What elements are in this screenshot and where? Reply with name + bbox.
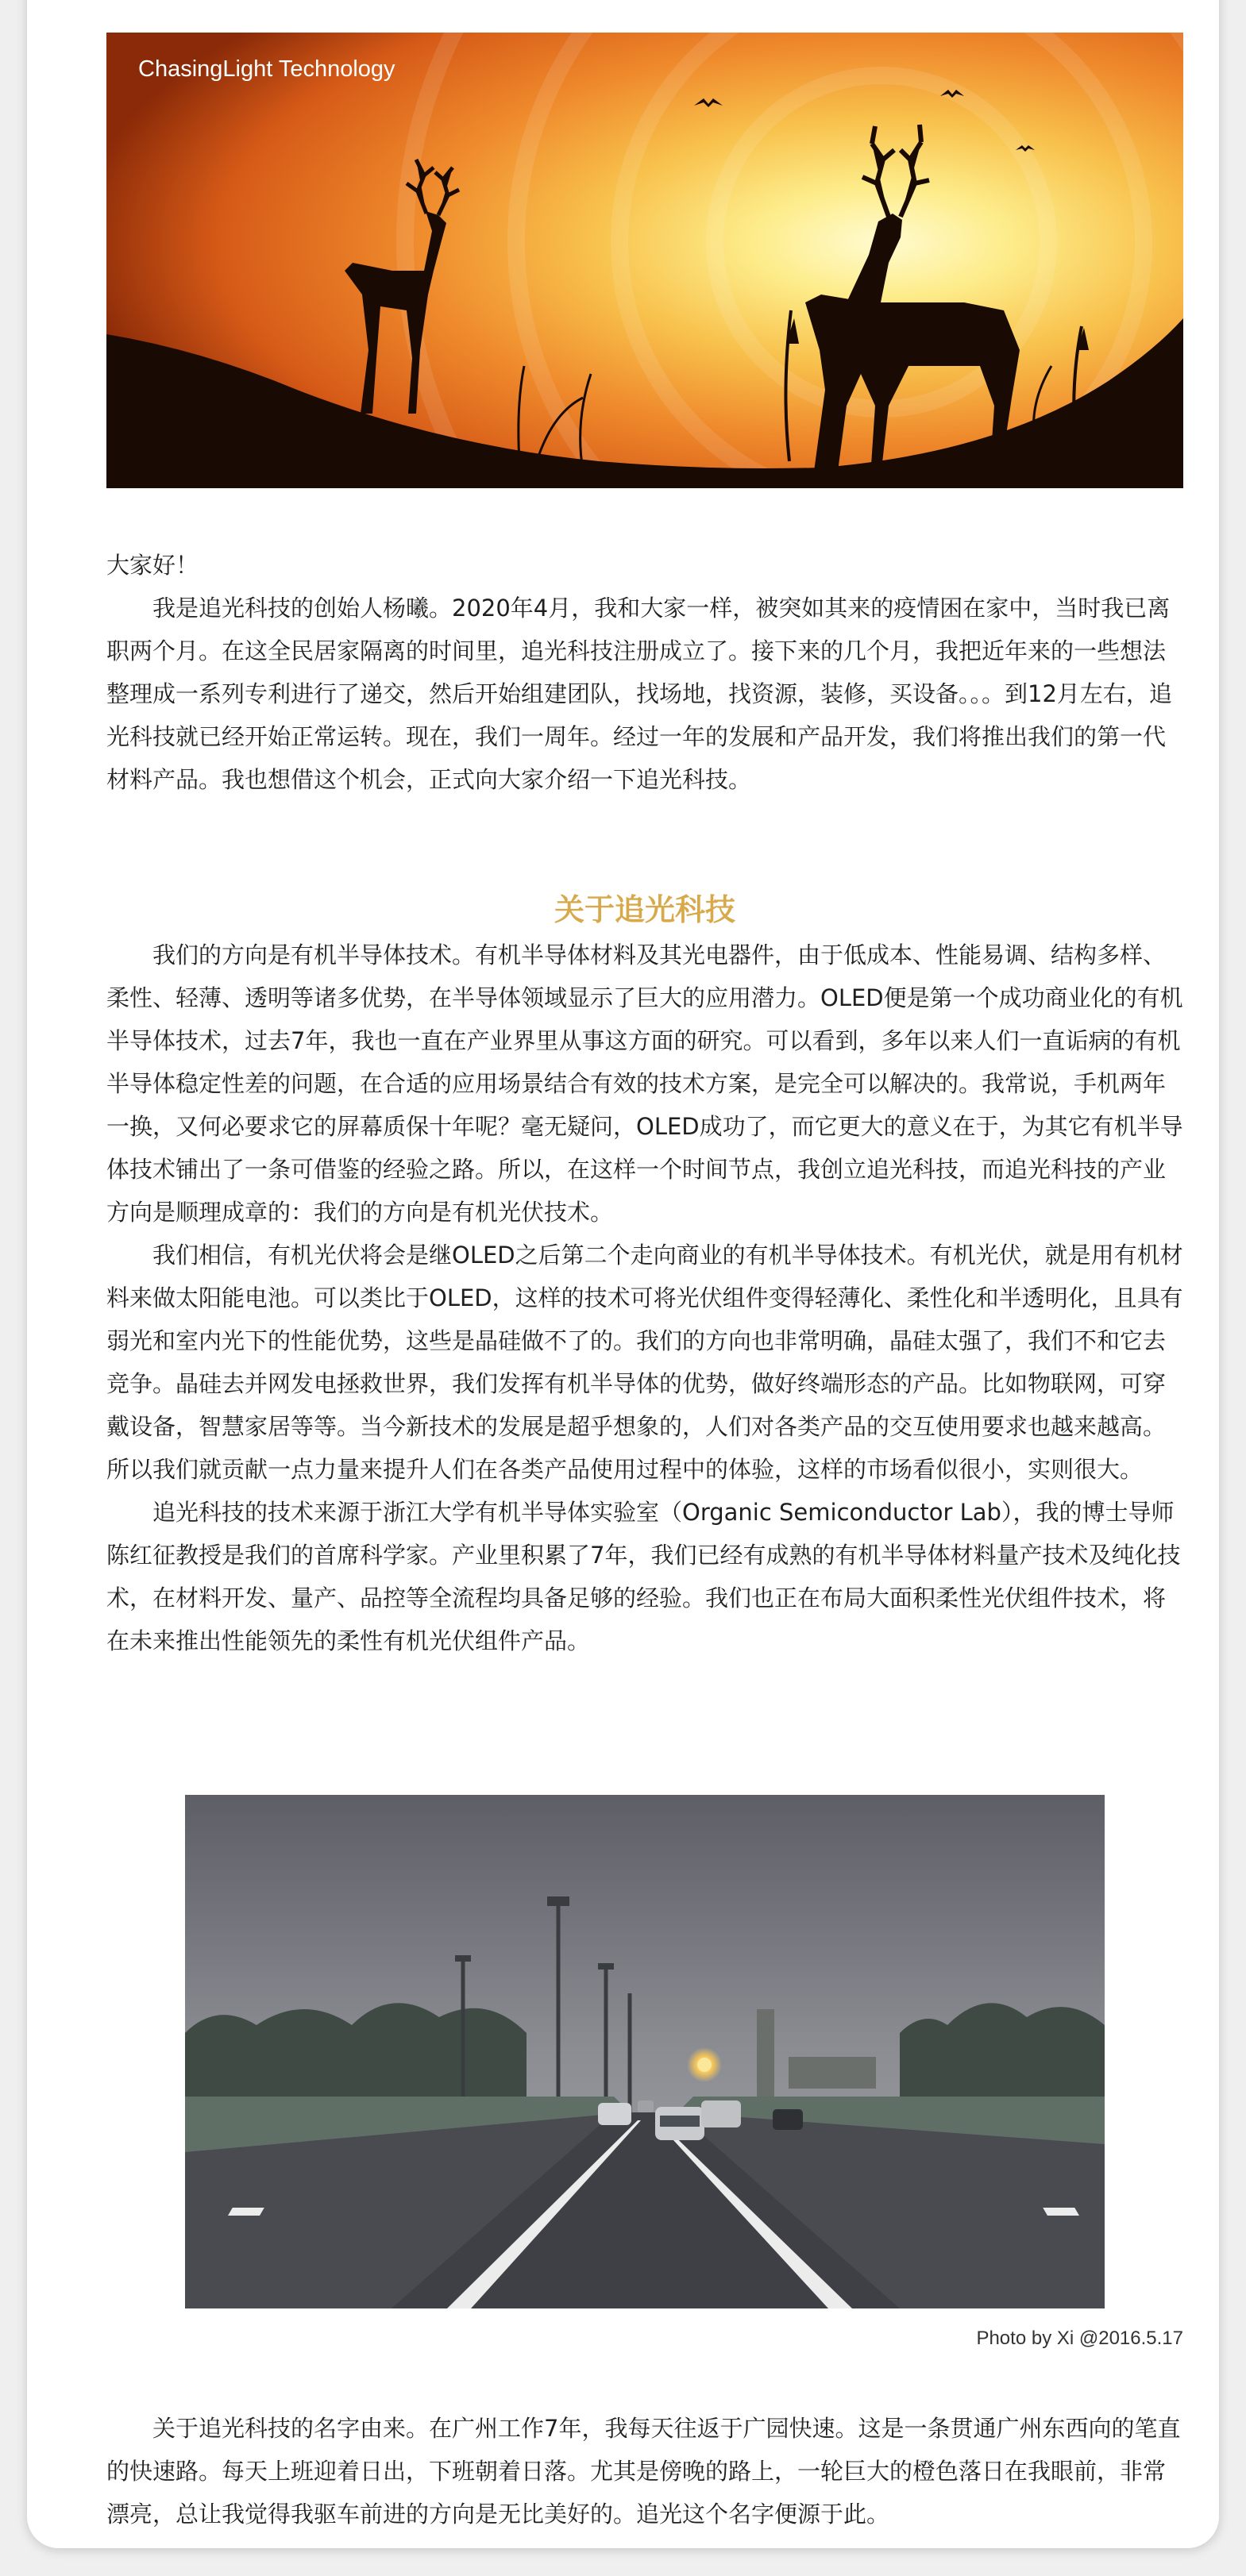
hero-banner	[106, 33, 1183, 488]
about-paragraph-2: 我们相信，有机光伏将会是继OLED之后第二个走向商业的有机半导体技术。有机光伏，就是用有机材料来做太阳能电池。可以类比于OLED，这样的技术可将光伏组件变得轻薄化、柔性化和半透明化，且具有弱光和室内光下的性能优势，这些是晶硅做不了的。我们的方向也非常明确，晶硅太强了，我们不和它去竞争。晶硅去并网发电拯救世界，我们发挥有机半导体的优势，做好终端形态的产品。比如物联网，可穿戴设备，智慧家居等等。当今新技术的发展是超乎想象的，人们对各类产品的交互使用要求也越来越高。所以我们就贡献一点力量来提升人们在各类产品使用过程中的体验，这样的市场看似很小，实则很大。	[106, 1242, 1183, 1483]
intro-section	[106, 544, 1183, 801]
greeting-text: 大家好！	[106, 552, 199, 579]
section-title-about: 关于追光科技	[554, 892, 735, 927]
photo-caption: Photo by Xi @2016.5.17	[976, 2328, 1183, 2349]
name-origin-paragraph: 关于追光科技的名字由来。在广州工作7年，我每天往返于广园快速。这是一条贯通广州东西向的笔直的快速路。每天上班迎着日出，下班朝着日落。尤其是傍晚的路上，一轮巨大的橙色落日在我眼前，非常漂亮，总让我觉得我驱车前进的方向是无比美好的。追光这个名字便源于此。	[106, 2415, 1181, 2528]
about-paragraph-1: 我们的方向是有机半导体技术。有机半导体材料及其光电器件，由于低成本、性能易调、结构多样、柔性、轻薄、透明等诸多优势，在半导体领域显示了巨大的应用潜力。OLED便是第一个成功商业化的有机半导体技术，过去7年，我也一直在产业界里从事这方面的研究。可以看到，多年以来人们一直诟病的有机半导体稳定性差的问题，在合适的应用场景结合有效的技术方案，是完全可以解决的。我常说，手机两年一换，又何必要求它的屏幕质保十年呢？毫无疑问，OLED成功了，而它更大的意义在于，为其它有机半导体技术铺出了一条可借鉴的经验之路。所以，在这样一个时间节点，我创立追光科技，而追光科技的产业方向是顺理成章的：我们的方向是有机光伏技术。	[106, 941, 1183, 1226]
highway-photo-illustration	[185, 1795, 1105, 2308]
brand-watermark: ChasingLight Technology	[138, 56, 395, 82]
about-section	[106, 934, 1183, 1662]
intro-paragraph: 我是追光科技的创始人杨曦。2020年4月，我和大家一样，被突如其来的疫情困在家中，当时我已离职两个月。在这全民居家隔离的时间里，追光科技注册成立了。接下来的几个月，我把近年来的一些想法整理成一系列专利进行了递交，然后开始组建团队，找场地，找资源，装修，买设备。。。到12月左右，追光科技就已经开始正常运转。现在，我们一周年。经过一年的发展和产品开发，我们将推出我们的第一代材料产品。我也想借这个机会，正式向大家介绍一下追光科技。	[106, 595, 1172, 793]
about-paragraph-3: 追光科技的技术来源于浙江大学有机半导体实验室（Organic Semiconductor Lab），我的博士导师陈红征教授是我们的首席科学家。产业里积累了7年，我们已经有成熟的有机半导体材料量产技术及纯化技术，在材料开发、量产、品控等全流程均具备足够的经验。我们也正在布局大面积柔性光伏组件技术，将在未来推出性能领先的柔性有机光伏组件产品。	[106, 1499, 1181, 1654]
hero-illustration	[106, 33, 1183, 488]
name-origin-section	[106, 2407, 1183, 2536]
highway-sunset-photo	[185, 1795, 1105, 2308]
article-card	[27, 0, 1219, 2548]
